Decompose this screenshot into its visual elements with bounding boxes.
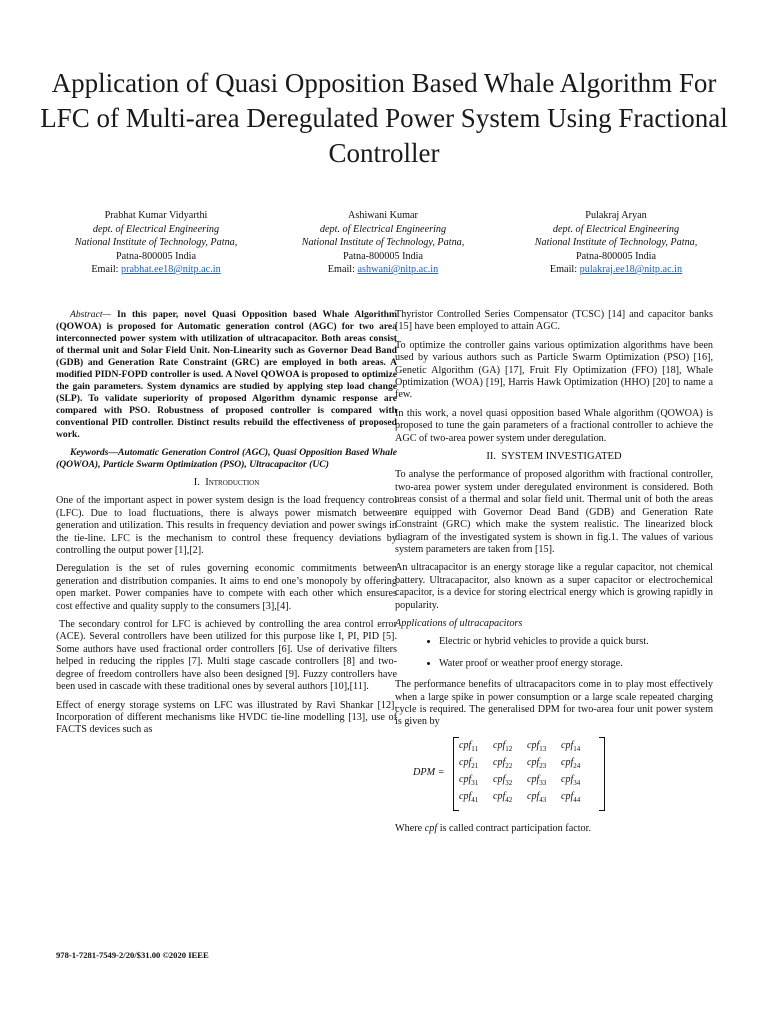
email-label: Email: [91, 264, 119, 275]
matrix-cell [459, 739, 493, 756]
matrix-cell [459, 773, 493, 790]
matrix-cell-index: 34 [573, 778, 581, 787]
section-heading-introduction [56, 477, 397, 489]
matrix-cell [459, 790, 493, 807]
author-3 [496, 209, 736, 277]
left-column [56, 309, 397, 743]
section-number: I. [193, 477, 200, 488]
matrix-cell-base: cpf [493, 756, 506, 768]
matrix-cell [493, 756, 527, 773]
copyright-footer: 978-1-7281-7549-2/20/$31.00 ©2020 IEEE [56, 950, 209, 960]
matrix-cell-index: 33 [539, 778, 547, 787]
author-name: Prabhat Kumar Vidyarthi [104, 210, 208, 221]
section-title: Introduction [205, 477, 260, 488]
where-suffix: is called contract participation factor. [437, 822, 592, 834]
author-email-line [496, 263, 736, 277]
matrix-cell-base: cpf [493, 790, 506, 802]
matrix-cell [493, 739, 527, 756]
author-email-link[interactable]: ashwani@nitp.ac.in [357, 264, 439, 275]
matrix-cell-index: 32 [505, 778, 513, 787]
matrix-cell-index: 21 [471, 761, 479, 770]
matrix-cell-index: 23 [539, 761, 547, 770]
abstract-lead: Abstract— [70, 309, 112, 320]
section-number: II. [486, 451, 497, 463]
matrix-cell-base: cpf [493, 739, 506, 751]
author-email-link[interactable]: prabhat.ee18@nitp.ac.in [121, 264, 221, 275]
paragraph: One of the important aspect in power system design is the load frequency control (LFC). Due to load fluctuations, there is always power mismatch between generation and utilization. This results in frequency deviation and power swings in the tie-line. LFC is the mechanism to control these frequency deviations by controlling the output power [1],[2]. [56, 495, 397, 557]
matrix-cell [561, 756, 595, 773]
matrix-cell-base: cpf [561, 773, 574, 785]
email-label: Email: [327, 264, 355, 275]
applications-list [395, 636, 713, 670]
matrix-table [459, 739, 595, 807]
paragraph: The secondary control for LFC is achieved by controlling the area control error (ACE). Several controllers have been utilized for this purpose like I, PI, PID [5]. Some authors have used fractional order controllers [6]. Use of derivative filters helped in reducing the ripples [7]. Multi stage cascade controllers [8] and two-degree of freedom controllers have also been designed [9]. Fuzzy controllers have been used in cascade with these traditional ones by several authors [10],[11]. [56, 619, 397, 693]
matrix-cell-base: cpf [561, 756, 574, 768]
matrix-cell-index: 41 [471, 795, 479, 804]
matrix-cell-index: 13 [539, 744, 547, 753]
matrix-cell-index: 11 [471, 744, 478, 753]
where-variable: cpf [424, 822, 438, 834]
matrix-row [459, 739, 595, 756]
matrix-cell [527, 756, 561, 773]
matrix-row [459, 756, 595, 773]
matrix-row [459, 790, 595, 807]
author-dept: dept. of Electrical Engineering [92, 223, 220, 235]
matrix-cell-base: cpf [527, 739, 540, 751]
matrix-cell-base: cpf [527, 756, 540, 768]
matrix-cell-index: 14 [573, 744, 581, 753]
matrix-cell-index: 44 [573, 795, 581, 804]
matrix-cell-base: cpf [561, 790, 574, 802]
matrix-cell [561, 739, 595, 756]
matrix-cell [493, 773, 527, 790]
abstract [56, 309, 397, 441]
matrix-cell [561, 790, 595, 807]
matrix-cell-base: cpf [561, 739, 574, 751]
paragraph: To optimize the controller gains various optimization algorithms have been used by various authors such as Particle Swarm Optimization (PSO) [16], Genetic Algorithm (GA) [17], Fruit Fly Optimization (FFO) [18], Whale Optimization (WOA) [19], Harris Hawk Optimization (HHO) [20] to name a few. [395, 339, 713, 401]
subsection-heading: Applications of ultracapacitors [395, 617, 523, 629]
author-city: Patna-800005 India [342, 250, 424, 262]
matrix-cell [561, 773, 595, 790]
author-dept: dept. of Electrical Engineering [552, 223, 680, 235]
paper-title: Application of Quasi Opposition Based Whale Algorithm For LFC of Multi-area Deregulated Power System Using Fractional Controller [40, 68, 728, 168]
matrix-cell-base: cpf [459, 756, 472, 768]
matrix-row [459, 773, 595, 790]
keywords [56, 447, 397, 471]
author-email-line [263, 263, 503, 277]
author-email-link[interactable]: pulakraj.ee18@nitp.ac.in [579, 264, 683, 275]
author-email-line [36, 263, 276, 277]
keywords-lead: Keywords— [70, 447, 118, 458]
where-prefix: Where [395, 822, 425, 834]
email-label: Email: [549, 264, 578, 275]
matrix-cell-index: 22 [505, 761, 513, 770]
matrix-cell-index: 43 [539, 795, 547, 804]
paragraph: In this work, a novel quasi opposition based Whale algorithm (QOWOA) is proposed to tune the gain parameters of a fractional controller to achieve the AGC of two-area power system under deregulation. [395, 407, 713, 444]
author-institute: National Institute of Technology, Patna, [534, 237, 698, 248]
matrix-cell-base: cpf [459, 773, 472, 785]
matrix-cell [493, 790, 527, 807]
author-1 [36, 209, 276, 277]
where-line [395, 823, 713, 835]
list-item: • Electric or hybrid vehicles to provide a quick burst. [439, 636, 713, 648]
paragraph: An ultracapacitor is an energy storage like a regular capacitor, not chemical battery. Ultracapacitor, also known as a super capacitor or electrochemical capacitor, is a device for storing electrical energy which is growing rapidly in popularity. [395, 562, 713, 611]
matrix-label: DPM = [413, 766, 445, 778]
paragraph: Thyristor Controlled Series Compensator (TCSC) [14] and capacitor banks [15] have been employed to attain AGC. [395, 309, 713, 333]
matrix-cell-base: cpf [459, 739, 472, 751]
matrix-cell [527, 773, 561, 790]
section-heading-system [395, 451, 713, 463]
author-city: Patna-800005 India [115, 250, 197, 262]
matrix-cell [459, 756, 493, 773]
paragraph: To analyse the performance of proposed algorithm with fractional controller, two-area power system under deregulated environment is considered. Both areas consist of a thermal and solar field unit. Thermal unit of both the areas are equipped with Governor Dead Band (GDB) and Generation Rate Constraint (GRC) which make the system realistic. The linearized block diagram of the investigated system is shown in fig.1. The values of various system parameters are taken from [15]. [395, 469, 713, 555]
matrix-cell-base: cpf [459, 790, 472, 802]
author-institute: National Institute of Technology, Patna, [74, 237, 238, 248]
keywords-text: Automatic Generation Control (AGC), Quasi Opposition Based Whale (QOWOA), Particle Swarm Optimization (PSO), Ultracapacitor (UC) [56, 447, 397, 470]
right-column [395, 309, 713, 841]
matrix-cell-index: 24 [573, 761, 581, 770]
author-dept: dept. of Electrical Engineering [319, 223, 447, 235]
matrix-cell-index: 12 [505, 744, 513, 753]
matrix-cell-base: cpf [527, 790, 540, 802]
matrix-cell-index: 42 [505, 795, 513, 804]
author-institute: National Institute of Technology, Patna, [301, 237, 465, 248]
author-city: Patna-800005 India [575, 250, 657, 262]
matrix-cell [527, 790, 561, 807]
paragraph: Deregulation is the set of rules governing economic commitments between generation and distribution companies. It aims to end one’s monopoly by offering open market. Power companies have to compete with each other which ensures cost effective and quality supply to the consumers [3],[4]. [56, 563, 397, 612]
list-item: • Water proof or weather proof energy storage. [439, 658, 713, 670]
matrix-cell-base: cpf [493, 773, 506, 785]
matrix-cell-index: 31 [471, 778, 479, 787]
paragraph: The performance benefits of ultracapacitors come in to play most effectively when a large spike in power consumption or a large scale repeated charging cycle is required. The generalised DPM for two-area four unit power system is given by [395, 679, 713, 728]
abstract-text: In this paper, novel Quasi Opposition based Whale Algorithm (QOWOA) is proposed for Automatic generation control (AGC) for two area interconnected power system with utilization of ultracapacitor. Both areas consist of thermal unit and Solar Field Unit. Non-Linearity such as Governor Dead Band (GDB) and Generation Rate Constraint (GRC) are employed in both areas. A modified PIDN-FOPD controller is used. A Novel QOWOA is proposed to optimize the gain parameters. System dynamics are studied by applying step load change (SLP). To validate superiority of proposed Algorithm dynamic response are compared with PSO. Robustness of proposed controller is compared with conventional PID controller. Distinct results rebuild the effectiveness of proposed work. [56, 309, 397, 440]
matrix-cell-base: cpf [527, 773, 540, 785]
author-name: Ashiwani Kumar [348, 210, 418, 221]
paragraph: Effect of energy storage systems on LFC was illustrated by Ravi Shankar [12]. Incorporation of different mechanisms like HVDC tie-line modelling [13], use of FACTS devices such as [56, 699, 397, 736]
section-title: SYSTEM INVESTIGATED [501, 451, 622, 463]
matrix-cell [527, 739, 561, 756]
dpm-matrix-equation [395, 735, 713, 817]
author-name: Pulakraj Aryan [585, 210, 647, 221]
author-2 [263, 209, 503, 277]
